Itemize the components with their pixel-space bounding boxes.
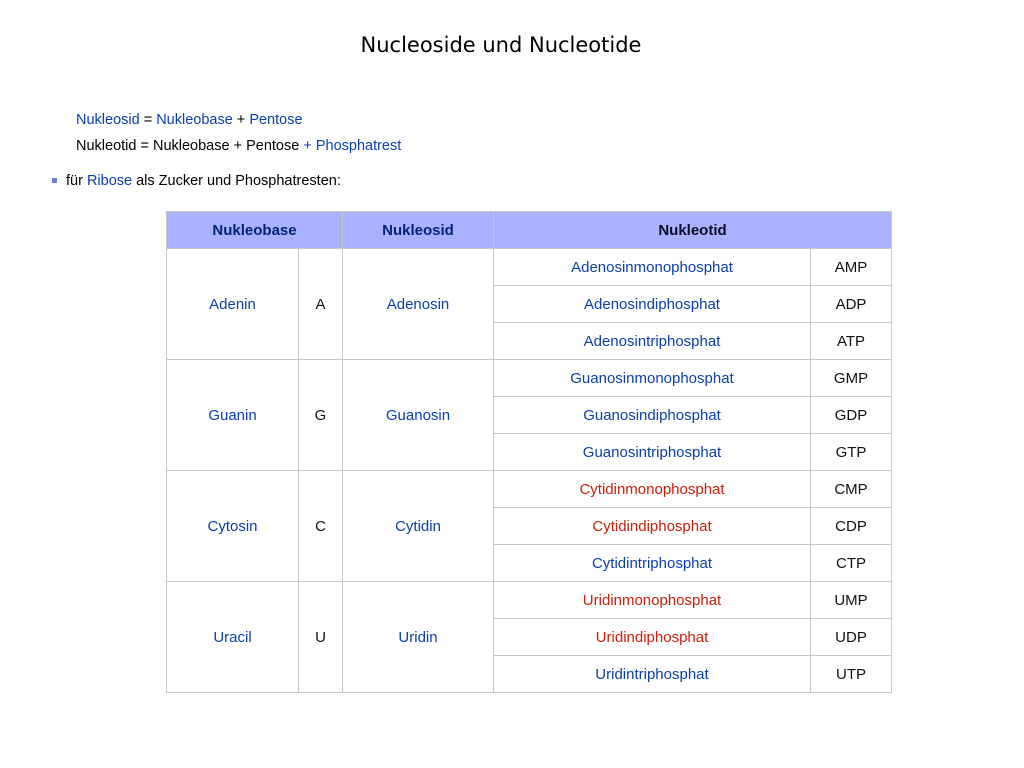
nukleotid-abbr-cell: UTP [811,656,892,693]
bullet-pre: für [66,173,87,189]
nukleotid-abbr-cell: UDP [811,619,892,656]
nukleotid-cell[interactable]: Adenosinmonophosphat [494,249,811,286]
table-row [167,471,892,508]
plus-sign: + [303,138,316,154]
nukleotid-abbr-cell: CMP [811,471,892,508]
equals-sign: = [139,112,157,128]
nukleotid-cell[interactable]: Uridintriphosphat [494,656,811,693]
nukleotid-abbr-cell: ADP [811,286,892,323]
table-row [167,249,892,286]
nukleosid-cell[interactable]: Cytidin [343,471,494,582]
page-title: Nucleoside und Nucleotide [360,33,642,57]
nukleobase-cell[interactable]: Guanin [167,360,299,471]
nukleobase-cell[interactable]: Uracil [167,582,299,693]
nukleotid-abbr-cell: GTP [811,434,892,471]
header-nukleosid[interactable]: Nukleosid [343,212,494,249]
pentose-link[interactable]: Pentose [249,112,303,128]
header-nukleotid: Nukleotid [494,212,892,249]
bullet-post: als Zucker und Phosphatresten: [132,173,341,189]
nukleosid-cell[interactable]: Guanosin [343,360,494,471]
formula-nukleosid [76,112,303,128]
formula-nukleotid-text: Nukleotid = Nukleobase + Pentose [76,138,304,154]
nukleosid-cell[interactable]: Uridin [343,582,494,693]
nukleotid-cell[interactable]: Uridindiphosphat [494,619,811,656]
nukleotid-cell[interactable]: Guanosinmonophosphat [494,360,811,397]
table-row [167,582,892,619]
phosphatrest-link[interactable]: Phosphatrest [315,138,402,154]
plus-sign: + [232,112,250,128]
table-row [167,360,892,397]
nukleosid-cell[interactable]: Adenosin [343,249,494,360]
header-nukleobase[interactable]: Nukleobase [167,212,343,249]
nukleotid-cell[interactable]: Cytidinmonophosphat [494,471,811,508]
nukleotid-cell[interactable]: Uridinmonophosphat [494,582,811,619]
nukleotid-abbr-cell: CDP [811,508,892,545]
base-letter-cell: G [299,360,343,471]
nukleotid-cell[interactable]: Adenosintriphosphat [494,323,811,360]
nukleosid-link[interactable]: Nukleosid [76,112,140,128]
nukleotid-abbr-cell: CTP [811,545,892,582]
bullet-icon [52,178,57,183]
nukleotid-abbr-cell: AMP [811,249,892,286]
table-header-row [167,212,892,249]
nukleobase-link[interactable]: Nukleobase [156,112,233,128]
formula-nukleotid [76,138,401,154]
nucleotide-table [166,211,892,693]
nukleotid-cell[interactable]: Guanosindiphosphat [494,397,811,434]
nukleobase-cell[interactable]: Cytosin [167,471,299,582]
nukleotid-abbr-cell: UMP [811,582,892,619]
nukleotid-abbr-cell: GDP [811,397,892,434]
nukleobase-cell[interactable]: Adenin [167,249,299,360]
nukleotid-cell[interactable]: Adenosindiphosphat [494,286,811,323]
nukleotid-abbr-cell: GMP [811,360,892,397]
nukleotid-abbr-cell: ATP [811,323,892,360]
nukleotid-cell[interactable]: Cytidindiphosphat [494,508,811,545]
base-letter-cell: C [299,471,343,582]
nukleotid-cell[interactable]: Cytidintriphosphat [494,545,811,582]
nukleotid-cell[interactable]: Guanosintriphosphat [494,434,811,471]
bullet-ribose [52,173,341,189]
ribose-link[interactable]: Ribose [86,173,133,189]
base-letter-cell: A [299,249,343,360]
base-letter-cell: U [299,582,343,693]
